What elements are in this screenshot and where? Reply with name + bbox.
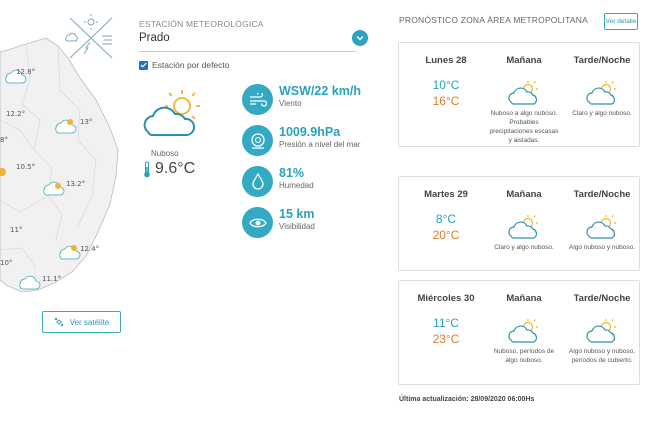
morning-heading: Mañana bbox=[506, 189, 542, 200]
wind-value: WSW/22 km/h bbox=[279, 84, 361, 98]
view-details-button[interactable]: Ver detalle bbox=[604, 13, 638, 30]
metric-wind bbox=[242, 84, 361, 115]
humidity-label: Humedad bbox=[279, 181, 314, 190]
station-select[interactable]: Prado bbox=[139, 30, 356, 52]
map-label-10-5: 10.5° bbox=[16, 163, 36, 171]
day-name: Miércoles 30 bbox=[417, 293, 475, 304]
metric-pressure bbox=[242, 125, 360, 156]
forecast-card bbox=[398, 280, 640, 385]
pressure-icon bbox=[242, 125, 273, 156]
temp-max: 23°C bbox=[432, 332, 460, 346]
map-label-11-1: 11.1° bbox=[42, 275, 62, 283]
map-label-11: 11° bbox=[10, 226, 23, 234]
map-label-13-2: 13.2° bbox=[66, 180, 86, 188]
temp-min: 11°C bbox=[433, 316, 459, 330]
humidity-icon bbox=[242, 166, 273, 197]
metric-humidity bbox=[242, 166, 314, 197]
thermometer-icon bbox=[143, 161, 151, 178]
partly-cloudy-icon bbox=[507, 214, 541, 240]
afternoon-description: Algo nuboso y nuboso. bbox=[568, 244, 636, 251]
afternoon-heading: Tarde/Noche bbox=[573, 293, 631, 304]
checkbox-checked-icon[interactable] bbox=[139, 61, 148, 70]
partly-cloudy-icon bbox=[507, 318, 541, 344]
morning-heading: Mañana bbox=[506, 55, 542, 66]
forecast-day bbox=[399, 281, 493, 346]
morning-description: Nuboso, períodos de algo nuboso. bbox=[493, 348, 555, 364]
satellite-icon bbox=[54, 317, 64, 327]
afternoon-column bbox=[563, 43, 641, 118]
afternoon-description: Algo nuboso y nuboso, períodos de cubierto. bbox=[568, 348, 636, 364]
current-temperature-value: 9.6°C bbox=[155, 160, 196, 177]
station-dropdown-button[interactable] bbox=[352, 30, 368, 46]
day-name: Lunes 28 bbox=[425, 55, 467, 66]
day-name: Martes 29 bbox=[424, 189, 468, 200]
temp-min: 10°C bbox=[432, 78, 460, 92]
partly-cloudy-icon bbox=[585, 214, 619, 240]
wind-label: Viento bbox=[279, 99, 302, 108]
morning-description: Claro y algo nuboso. bbox=[494, 244, 554, 251]
forecast-day bbox=[399, 43, 493, 108]
temp-min: 8°C bbox=[435, 212, 457, 226]
afternoon-description: Claro y algo nuboso. bbox=[572, 110, 632, 117]
map-label-12-4: 12.4° bbox=[80, 245, 100, 253]
current-temperature bbox=[143, 160, 195, 178]
map-label-10: 10° bbox=[0, 259, 13, 267]
forecast-card bbox=[398, 176, 640, 271]
forecast-day bbox=[399, 177, 493, 242]
visibility-value: 15 km bbox=[279, 207, 315, 221]
partly-cloudy-icon bbox=[507, 80, 541, 106]
temp-max: 16°C bbox=[432, 94, 460, 108]
morning-column bbox=[485, 177, 563, 252]
afternoon-heading: Tarde/Noche bbox=[573, 55, 631, 66]
chevron-down-icon bbox=[356, 35, 364, 41]
temp-max: 20°C bbox=[432, 228, 460, 242]
morning-heading: Mañana bbox=[506, 293, 542, 304]
forecast-card bbox=[398, 42, 640, 147]
weather-station-logo-icon bbox=[62, 12, 120, 64]
last-updated: Última actualización: 28/09/2020 06:00Hs bbox=[399, 396, 535, 403]
partly-cloudy-icon bbox=[585, 80, 619, 106]
partly-cloudy-icon bbox=[585, 318, 619, 344]
forecast-title: PRONÓSTICO ZONA ÁREA METROPOLITANA bbox=[399, 15, 588, 25]
pressure-value: 1009.9hPa bbox=[279, 125, 341, 139]
morning-description: Nuboso a algo nuboso. Probables precipitaciones escasas y aisladas. bbox=[489, 110, 559, 144]
pressure-label: Presión a nivel del mar bbox=[279, 140, 361, 149]
afternoon-heading: Tarde/Noche bbox=[573, 189, 631, 200]
afternoon-column bbox=[563, 177, 641, 252]
humidity-value: 81% bbox=[279, 166, 305, 180]
view-satellite-button[interactable] bbox=[42, 311, 121, 333]
partly-cloudy-icon bbox=[140, 88, 206, 144]
current-state: Nuboso bbox=[151, 149, 179, 158]
map-label-12-8: 12.8° bbox=[16, 68, 36, 76]
map-label-8: 8° bbox=[0, 136, 8, 144]
view-satellite-label: Ver satélite bbox=[69, 317, 110, 327]
visibility-label: Visibilidad bbox=[279, 222, 315, 231]
morning-column bbox=[485, 281, 563, 365]
default-station-label: Estación por defecto bbox=[152, 60, 230, 70]
map-label-12-2: 12.2° bbox=[6, 110, 26, 118]
map-label-13: 13° bbox=[80, 118, 93, 126]
station-kicker: ESTACIÓN METEOROLÓGICA bbox=[139, 19, 264, 29]
wind-icon bbox=[242, 84, 273, 115]
afternoon-column bbox=[563, 281, 641, 365]
default-station-checkbox[interactable] bbox=[139, 60, 230, 70]
metric-visibility bbox=[242, 207, 315, 238]
visibility-icon bbox=[242, 207, 273, 238]
morning-column bbox=[485, 43, 563, 145]
